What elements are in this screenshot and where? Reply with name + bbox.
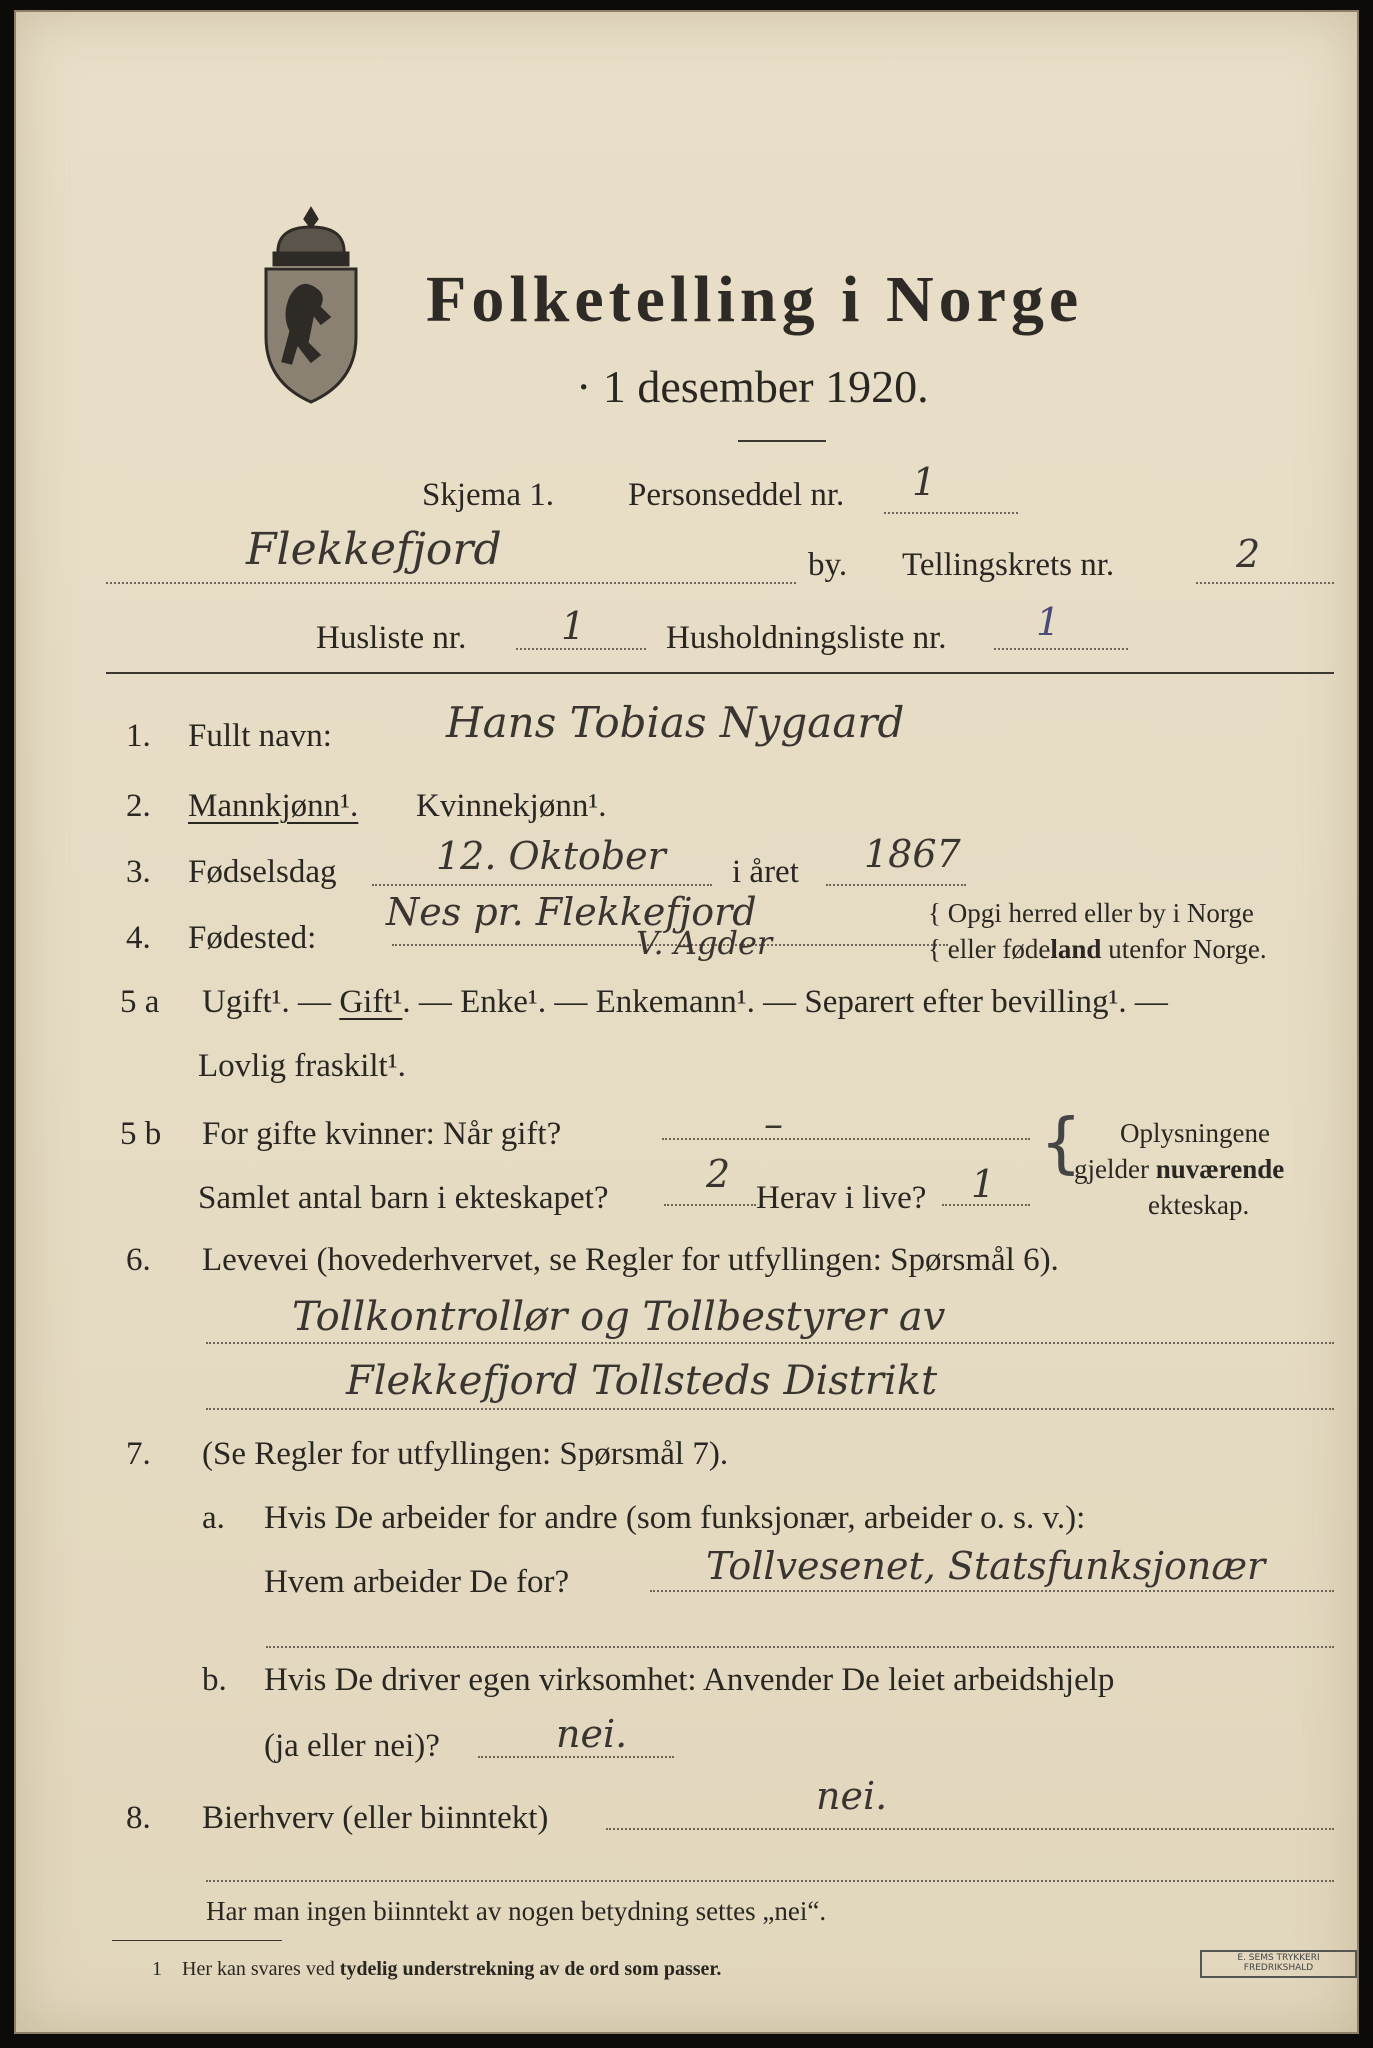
town-value: Flekkefjord	[246, 524, 502, 575]
q7b-value: nei.	[556, 1712, 628, 1756]
schema-label: Skjema 1.	[422, 477, 554, 513]
q1-number: 1.	[126, 718, 151, 754]
q7b-question: (ja eller nei)?	[264, 1728, 440, 1764]
personseddel-value: 1	[912, 460, 937, 504]
q1-value: Hans Tobias Nygaard	[446, 698, 905, 747]
husholdningsliste-label: Husholdningsliste nr.	[666, 620, 947, 656]
q8-number: 8.	[126, 1800, 151, 1836]
by-label: by.	[808, 547, 848, 583]
q3-year-value: 1867	[864, 832, 961, 876]
q5b-married-label: For gifte kvinner: Når gift?	[202, 1116, 562, 1152]
q7b-letter: b.	[202, 1662, 227, 1698]
q7a-value: Tollvesenet, Statsfunksjonær	[706, 1544, 1266, 1588]
q4-note-line2: { eller fødeland utenfor Norge.	[928, 934, 1267, 964]
personseddel-label: Personseddel nr.	[628, 477, 845, 513]
q7a-text: Hvis De arbeider for andre (som funksjonær, arbeider o. s. v.):	[264, 1500, 1086, 1536]
q4-value-addition: V. Agder	[636, 924, 773, 962]
norwegian-coat-of-arms-icon	[256, 197, 366, 407]
q5b-married-value: –	[764, 1102, 783, 1146]
q5b-children-label: Samlet antal barn i ekteskapet?	[198, 1180, 609, 1216]
q7-label: (Se Regler for utfyllingen: Spørsmål 7).	[202, 1436, 729, 1472]
footnote: 1 Her kan svares ved tydelig understrekning av de ord som passer.	[152, 1958, 722, 1980]
q8-label: Bierhverv (eller biinntekt)	[202, 1800, 549, 1836]
q4-number: 4.	[126, 920, 151, 956]
q2-number: 2.	[126, 788, 151, 824]
q5a-options: Ugift¹. — Gift¹. — Enke¹. — Enkemann¹. — Separert efter bevilling¹. —	[202, 984, 1168, 1020]
q4-value: Nes pr. Flekkefjord	[386, 890, 757, 934]
q7-number: 7.	[126, 1436, 151, 1472]
q7b-text: Hvis De driver egen virksomhet: Anvender De leiet arbeidshjelp	[264, 1662, 1115, 1698]
husliste-label: Husliste nr.	[316, 620, 467, 656]
husliste-value: 1	[561, 604, 586, 648]
q7a-letter: a.	[202, 1500, 225, 1536]
q7a-question: Hvem arbeider De for?	[264, 1564, 570, 1600]
q1-label: Fullt navn:	[188, 718, 332, 754]
q5b-alive-label: Herav i live?	[756, 1180, 927, 1216]
tellingskrets-value: 2	[1236, 532, 1261, 576]
husholdningsliste-value: 1	[1036, 600, 1061, 644]
q4-note-line1: { Opgi herred eller by i Norge	[928, 898, 1254, 928]
q8-value: nei.	[816, 1774, 888, 1818]
q5b-alive-value: 1	[971, 1162, 996, 1206]
census-form: Folketelling i Norge · 1 desember 1920. Skjema 1. Personseddel nr. 1 Flekkefjord by. Tellingskrets nr. 2 Husliste nr. 1 Husholdningsliste nr. 1 1. Fullt navn: Hans Tobias Nygaard 2. Mannkjønn¹. Kvinnekjønn¹. 3. Fødselsdag 12. Oktober i året 1867 4. Fødested: Nes pr. Flekkefjord V. Agder { Opgi herred eller by i Norge { eller fødeland utenfor Norge. 5 a Ugift¹. — Gift¹. — Enke¹. — Enkemann¹. — Separert efter bevilling¹. — Lovlig fraskilt¹. 5 b For gifte kvinner: Når gift? – Samlet antal barn i ekteskapet? 2 Herav i live? 1 { Oplysningene gjelder nuværende ekteskap. 6. Levevei (hovederhvervet, se Regler for utfyllingen: Spørsmål 6). Tollkontrollør og Tollbestyrer av Flekkefjord Tollsteds Distrikt 7. (Se Regler for utfyllingen: Spørsmål 7). a. Hvis De arbeider for andre (som funksjonær, arbeider o. s. v.): Hvem arbeider De for? Tollvesenet, Statsfunksjonær b. Hvis De driver egen virksomhet: Anvender De leiet arbeidshjelp (ja eller nei)? nei. 8. Bierhverv (eller biinntekt) nei. Har man ingen biinntekt av nogen betydning settes „nei“. 1 Her kan svares ved tydelig understrekning av de ord som passer. E. SEMS TRYKKERI FREDRIKSHALD	[14, 10, 1359, 2034]
q3-number: 3.	[126, 854, 151, 890]
q3-year-label: i året	[732, 854, 799, 890]
q5a-options-line2: Lovlig fraskilt¹.	[198, 1048, 406, 1084]
q3-value: 12. Oktober	[436, 834, 666, 878]
form-title: Folketelling i Norge	[426, 263, 1084, 336]
q5b-note-line3: ekteskap.	[1148, 1190, 1250, 1220]
census-date: · 1 desember 1920.	[576, 361, 929, 412]
q2-male: Mannkjønn¹.	[188, 788, 359, 824]
q5b-number: 5 b	[120, 1116, 162, 1152]
q5a-number: 5 a	[120, 984, 160, 1020]
q6-number: 6.	[126, 1242, 151, 1278]
q6-value-line1: Tollkontrollør og Tollbestyrer av	[292, 1294, 946, 1340]
printer-stamp: E. SEMS TRYKKERI FREDRIKSHALD	[1200, 1950, 1357, 1978]
q5b-children-value: 2	[706, 1152, 731, 1196]
q5b-note-line1: Oplysningene	[1120, 1118, 1270, 1148]
q2-female: Kvinnekjønn¹.	[416, 788, 607, 824]
q6-label: Levevei (hovederhvervet, se Regler for utfyllingen: Spørsmål 6).	[202, 1242, 1059, 1278]
q6-value-line2: Flekkefjord Tollsteds Distrikt	[346, 1358, 938, 1404]
tellingskrets-label: Tellingskrets nr.	[902, 547, 1115, 583]
footer-note: Har man ingen biinntekt av nogen betydning settes „nei“.	[206, 1896, 827, 1926]
q5b-note-line2: gjelder nuværende	[1074, 1154, 1285, 1184]
q3-label: Fødselsdag	[188, 854, 337, 890]
q4-label: Fødested:	[188, 920, 317, 956]
